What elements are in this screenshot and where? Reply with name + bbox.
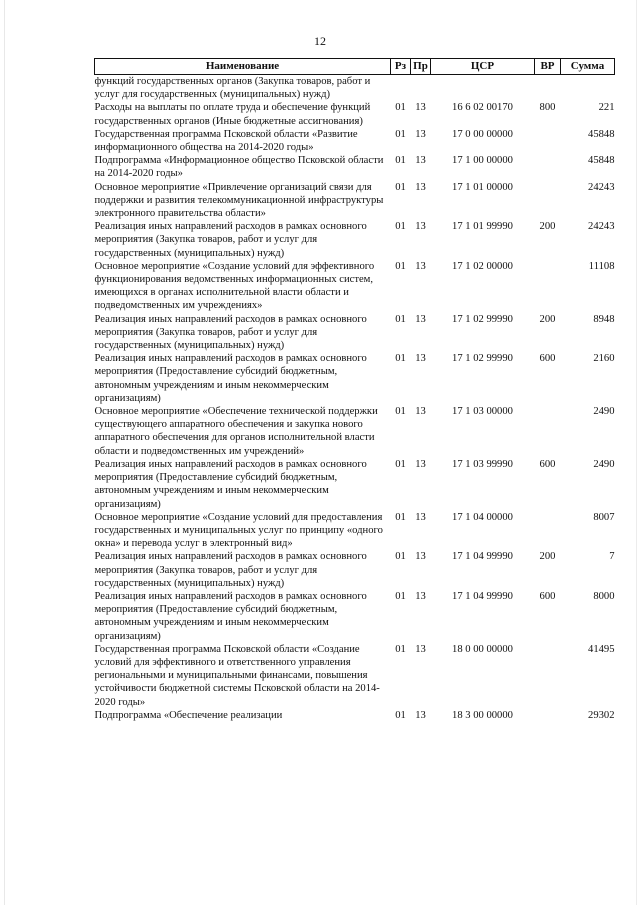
table-row [95,352,615,405]
cell-pr: 13 [415,313,426,325]
header-pr: Пр [411,59,431,75]
cell-csr: 17 1 02 99990 [452,353,513,365]
cell-pr: 13 [415,551,426,563]
header-rz: Рз [391,59,411,75]
cell-pr: 13 [415,155,426,167]
cell-rz: 01 [395,128,406,140]
cell-name: Основное мероприятие «Обеспечение технической поддержки существующего аппаратного обеспечения и закупка нового аппаратного обеспечения для органов исполнительной власти области и подведомственных им учреждений» [94,406,378,457]
table-row [95,220,615,260]
cell-name: Государственная программа Псковской области «Создание условий для эффективного и ответственного управления региональными и муниципальными финансами, повышения устойчивости бюджетной системы Псковской области на 2014-2020 годы» [94,643,380,708]
cell-sum: 11108 [588,260,615,272]
cell-name: Реализация иных направлений расходов в рамках основного мероприятия (Предоставление субсидий бюджетным, автономным учреждениям и иным некоммерческим организациям) [94,590,367,642]
cell-pr: 13 [415,102,426,114]
cell-rz: 01 [395,511,406,523]
cell-name: Реализация иных направлений расходов в рамках основного мероприятия (Закупка товаров, работ и услуг для государственных (муниципальных) нужд) [94,551,367,589]
table-row [95,154,615,180]
table-row [95,709,615,722]
cell-rz: 01 [395,181,406,193]
cell-pr [411,75,431,102]
cell-sum: 8948 [593,313,615,325]
cell-vr [535,154,561,180]
cell-rz: 01 [395,643,406,655]
cell-sum: 24243 [588,221,615,233]
budget-table [94,58,615,722]
cell-csr: 17 1 01 99990 [452,221,513,233]
cell-name: Реализация иных направлений расходов в рамках основного мероприятия (Предоставление субсидий бюджетным, автономным учреждениям и иным некоммерческим организациям) [94,353,367,404]
cell-sum: 8000 [593,590,615,602]
cell-name: Основное мероприятие «Создание условий для эффективного функционирования ведомственных информационных систем, имеющихся в органах исполнительной власти области и подведомственных им учреждениях» [94,260,375,312]
cell-rz: 01 [395,709,406,721]
table-row [95,458,615,511]
cell-vr [535,709,561,722]
cell-sum: 29302 [588,709,615,721]
table-row [95,128,615,154]
cell-vr: 600 [539,590,556,602]
cell-csr: 17 1 02 00000 [452,260,513,272]
cell-vr [535,643,561,709]
cell-rz: 01 [395,313,406,325]
cell-name: Основное мероприятие «Привлечение организаций связи для поддержки и развития телекоммуникационной инфраструктуры электронного правительства области» [94,181,384,220]
cell-pr: 13 [415,406,426,418]
table-row [95,260,615,313]
header-name: Наименование [95,59,391,75]
table-body [95,75,615,722]
cell-csr: 17 1 03 00000 [452,406,513,418]
table-row [95,405,615,458]
cell-vr [535,405,561,458]
cell-csr: 16 6 02 00170 [452,102,513,114]
cell-vr: 200 [539,221,556,233]
cell-rz: 01 [395,353,406,365]
scan-edge [636,0,637,905]
header-sum: Сумма [561,59,615,75]
cell-sum [561,75,615,102]
table-header-row [95,59,615,75]
cell-rz: 01 [395,102,406,114]
table-row [95,643,615,709]
cell-name: Основное мероприятие «Создание условий для предоставления государственных и муниципальных услуг по принципу «одного окна» и перевода услуг в электронный вид» [94,511,383,550]
cell-sum: 45848 [588,128,615,140]
cell-sum: 7 [609,551,615,563]
cell-pr: 13 [415,511,426,523]
cell-vr: 200 [539,551,556,563]
cell-csr: 18 3 00 00000 [452,709,513,721]
cell-vr: 800 [539,102,556,114]
cell-sum: 45848 [588,155,615,167]
table-row [95,511,615,551]
cell-pr: 13 [415,643,426,655]
cell-csr: 17 1 01 00000 [452,181,513,193]
cell-pr: 13 [415,353,426,365]
table-row [95,101,615,127]
header-csr: ЦСР [431,59,535,75]
cell-sum: 41495 [588,643,615,655]
page-number: 12 [314,34,326,48]
table-row [95,75,615,102]
cell-rz: 01 [395,221,406,233]
table-row [95,550,615,590]
cell-name: Реализация иных направлений расходов в рамках основного мероприятия (Закупка товаров, работ и услуг для государственных (муниципальных) нужд) [94,313,367,352]
cell-sum: 2490 [593,406,615,418]
cell-csr: 17 1 04 99990 [452,551,513,563]
cell-csr [431,75,535,102]
cell-vr: 200 [539,313,556,325]
cell-vr [535,511,561,551]
cell-sum: 2160 [593,353,615,365]
header-vr: ВР [535,59,561,75]
table-row [95,313,615,353]
table-row [95,590,615,643]
scan-edge [4,0,5,905]
cell-rz: 01 [395,551,406,563]
cell-pr: 13 [415,458,426,470]
table-row [95,181,615,221]
cell-sum: 24243 [588,181,615,193]
cell-rz [391,75,411,102]
cell-sum: 221 [598,102,615,114]
cell-rz: 01 [395,458,406,470]
cell-name: Подпрограмма «Информационное общество Псковской области на 2014-2020 годы» [94,155,384,180]
cell-rz: 01 [395,590,406,602]
cell-pr: 13 [415,221,426,233]
cell-name: функций государственных органов (Закупка товаров, работ и услуг для государственных (муниципальных) нужд) [94,76,371,101]
cell-vr: 600 [539,458,556,470]
cell-pr: 13 [415,709,426,721]
cell-csr: 17 1 03 99990 [452,458,513,470]
cell-name: Реализация иных направлений расходов в рамках основного мероприятия (Закупка товаров, работ и услуг для государственных (муниципальных) нужд) [94,221,367,259]
cell-vr: 600 [539,353,556,365]
cell-vr [535,75,561,102]
cell-pr: 13 [415,181,426,193]
cell-sum: 8007 [593,511,615,523]
cell-name: Реализация иных направлений расходов в рамках основного мероприятия (Предоставление субсидий бюджетным, автономным учреждениям и иным некоммерческим организациям) [94,458,367,510]
cell-rz: 01 [395,406,406,418]
cell-name: Расходы на выплаты по оплате труда и обеспечение функций государственных органов (Иные бюджетные ассигнования) [94,102,371,127]
cell-csr: 17 1 02 99990 [452,313,513,325]
cell-rz: 01 [395,260,406,272]
cell-vr [535,128,561,154]
cell-sum: 2490 [593,458,615,470]
cell-csr: 17 1 00 00000 [452,155,513,167]
cell-name: Подпрограмма «Обеспечение реализации [94,709,283,721]
cell-pr: 13 [415,128,426,140]
cell-name: Государственная программа Псковской области «Развитие информационного общества на 2014-2020 годы» [94,128,358,154]
cell-vr [535,260,561,313]
cell-csr: 17 1 04 99990 [452,590,513,602]
cell-csr: 18 0 00 00000 [452,643,513,655]
cell-rz: 01 [395,155,406,167]
cell-csr: 17 1 04 00000 [452,511,513,523]
cell-pr: 13 [415,590,426,602]
cell-csr: 17 0 00 00000 [452,128,513,140]
cell-pr: 13 [415,260,426,272]
cell-vr [535,181,561,221]
